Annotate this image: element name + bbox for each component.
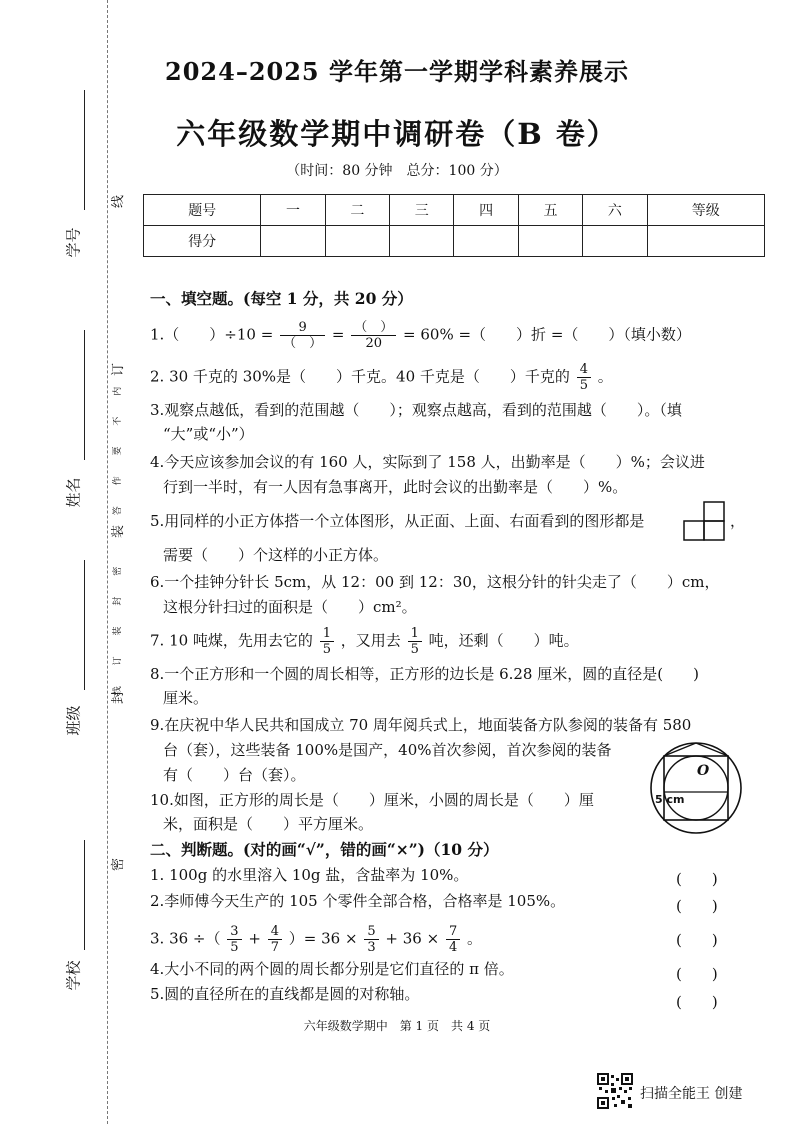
section2-title: 二、判断题。(对的画“√”，错的画“×”)（10 分） [150,840,499,859]
question-1-4-line1: 4.今天应该参加会议的有 160 人，实际到了 158 人，出勤率是（ ）%；会议进 [150,453,705,471]
score-cell: 一 [261,195,325,226]
q-text: = [331,325,345,344]
camscanner-watermark: 扫描全能王 创建 [640,1086,743,1102]
score-blank[interactable] [454,226,518,257]
q-text: ，又用去 [340,631,401,650]
question-1-9-line3: 有（ ）台（套）。 [163,766,306,784]
question-1-5-comma: ， [730,512,746,530]
answer-paren-5[interactable]: ( ) [676,993,718,1011]
q-text: 1.（ ）÷10 = [150,325,274,344]
q-text: ）= 36 × [288,929,358,948]
numerator: 4 [577,362,591,378]
answer-paren-2[interactable]: ( ) [676,897,718,915]
score-blank[interactable] [647,226,764,257]
score-cell: 得分 [144,226,261,257]
figure-label-o: O [697,763,710,779]
fraction [280,320,325,351]
page-footer: 六年级数学期中 第 1 页 共 4 页 [303,1019,491,1033]
numerator: （ ） [351,320,396,336]
score-cell: 五 [518,195,582,226]
question-1-4-line2: 行到一半时，有一人因有急事离开，此时会议的出勤率是（ ）%。 [163,478,628,496]
question-1-5-line2: 需要（ ）个这样的小正方体。 [163,546,389,564]
view-shape-icon [682,500,728,542]
question-1-9-line2: 台（套），这些装备 100%是国产，40%首次参阅，首次参阅的装备 [163,741,612,759]
question-1-10-line1: 10.如图，正方形的周长是（ ）厘米，小圆的周长是（ ）厘 [150,791,594,809]
denominator: 5 [579,378,588,393]
fraction [268,924,282,955]
label-banji: 班级 [64,705,83,736]
judge-question-2: 2.李师傅今天生产的 105 个零件全部合格，合格率是 105%。 [150,892,566,910]
q-text: 。 [597,367,613,386]
exam-title-line2: 六年级数学期中调研卷（B 卷） [176,117,618,151]
score-cell: 六 [583,195,647,226]
question-1-9-line1: 9.在庆祝中华人民共和国成立 70 周年阅兵式上，地面装备方队参阅的装备有 580 [150,716,692,734]
numerator: 7 [446,924,460,940]
numerator: 4 [268,924,282,940]
q-text: 7. 10 吨煤，先用去它的 [150,631,313,650]
margin-mi: 密 [111,857,127,872]
denominator: 5 [322,642,331,657]
question-1-6-line2: 这根分针扫过的面积是（ ）cm²。 [163,598,417,616]
answer-paren-3[interactable]: ( ) [676,931,718,949]
judge-question-3 [150,924,482,955]
qr-code-icon [597,1073,633,1109]
fraction [446,924,460,955]
score-blank[interactable] [583,226,647,257]
question-1-8-line1: 8.一个正方形和一个圆的周长相等，正方形的边长是 6.28 厘米，圆的直径是( ) [150,665,699,683]
score-blank[interactable] [390,226,454,257]
score-table-header-row [144,195,765,226]
fraction [351,320,396,351]
question-1-10-line2: 米，面积是（ ）平方厘米。 [163,815,374,833]
fraction [364,924,378,955]
question-1-8-line2: 厘米。 [163,689,209,707]
denominator: 3 [367,940,376,955]
numerator: 1 [320,626,334,642]
q-text: 2. 30 千克的 30%是（ ）千克。40 千克是（ ）千克的 [150,367,570,386]
question-1-7 [150,626,579,657]
circle-square-figure [648,740,744,836]
denominator: （ ） [283,336,323,351]
denominator: 7 [270,940,279,955]
label-xuehao: 学号 [64,227,83,258]
denominator: 5 [230,940,239,955]
numerator: 1 [408,626,422,642]
q-text: + [248,929,261,948]
score-blank[interactable] [518,226,582,257]
q-text: 吨，还剩（ ）吨。 [428,631,579,650]
q-text: = 60% =（ ）折 =（ ）（填小数） [403,325,691,344]
margin-note-top: 答 作 要 不 内 [113,377,124,516]
question-1-6-line1: 6.一个挂钟分针长 5cm，从 12：00 到 12：30，这根分针的针尖走了（ ）cm， [150,573,720,591]
banji-underline [84,560,85,690]
score-cell: 四 [454,195,518,226]
margin-ding: 订 [111,362,127,377]
margin-note-bottom: 线 订 装 封 密 [113,557,124,696]
score-cell: 等级 [647,195,764,226]
xuexiao-underline [84,840,85,950]
small-circle [664,756,728,820]
question-1-3-line2: “大”或“小”） [163,425,254,443]
q-text: + 36 × [385,929,440,948]
label-xuexiao: 学校 [64,960,83,991]
margin-zhuang: 装 [111,524,127,539]
score-cell: 二 [325,195,389,226]
q-text: 3. 36 ÷（ [150,929,221,948]
margin-xian: 线 [111,194,127,209]
question-1-5-line1 [150,511,644,531]
judge-question-5: 5.圆的直径所在的直线都是圆的对称轴。 [150,985,420,1003]
score-blank[interactable] [261,226,325,257]
answer-paren-4[interactable]: ( ) [676,965,718,983]
score-cell: 题号 [144,195,261,226]
score-cell: 三 [390,195,454,226]
exam-title-line1: 2024–2025 学年第一学期学科素养展示 [165,57,629,86]
fraction [408,626,422,657]
answer-paren-1[interactable]: ( ) [676,870,718,888]
label-xingming: 姓名 [64,477,83,508]
fraction [227,924,241,955]
judge-question-1: 1. 100g 的水里溶入 10g 盐，含盐率为 10%。 [150,866,469,884]
judge-question-4: 4.大小不同的两个圆的周长都分别是它们直径的 π 倍。 [150,960,514,978]
q-text: 。 [467,929,483,948]
numerator: 9 [280,320,325,336]
question-1-2 [150,362,613,393]
section1-title: 一、填空题。(每空 1 分，共 20 分） [150,289,413,308]
xingming-underline [84,330,85,460]
score-blank[interactable] [325,226,389,257]
question-1-1 [150,320,691,351]
fraction [577,362,591,393]
denominator: 5 [410,642,419,657]
fraction [320,626,334,657]
q-text: 5.用同样的小正方体搭一个立体图形，从正面、上面、右面看到的图形都是 [150,512,645,530]
margin-feng: 封 [111,690,127,705]
exam-time-total: （时间：80 分钟 总分：100 分） [286,163,508,179]
numerator: 3 [227,924,241,940]
figure-label-5cm: 5 cm [655,793,685,806]
numerator: 5 [364,924,378,940]
denominator: 4 [448,940,458,955]
score-table [143,194,765,257]
score-table-score-row [144,226,765,257]
question-1-3-line1: 3.观察点越低，看到的范围越（ ）；观察点越高，看到的范围越（ ）。（填 [150,401,682,419]
denominator: 20 [365,336,383,351]
